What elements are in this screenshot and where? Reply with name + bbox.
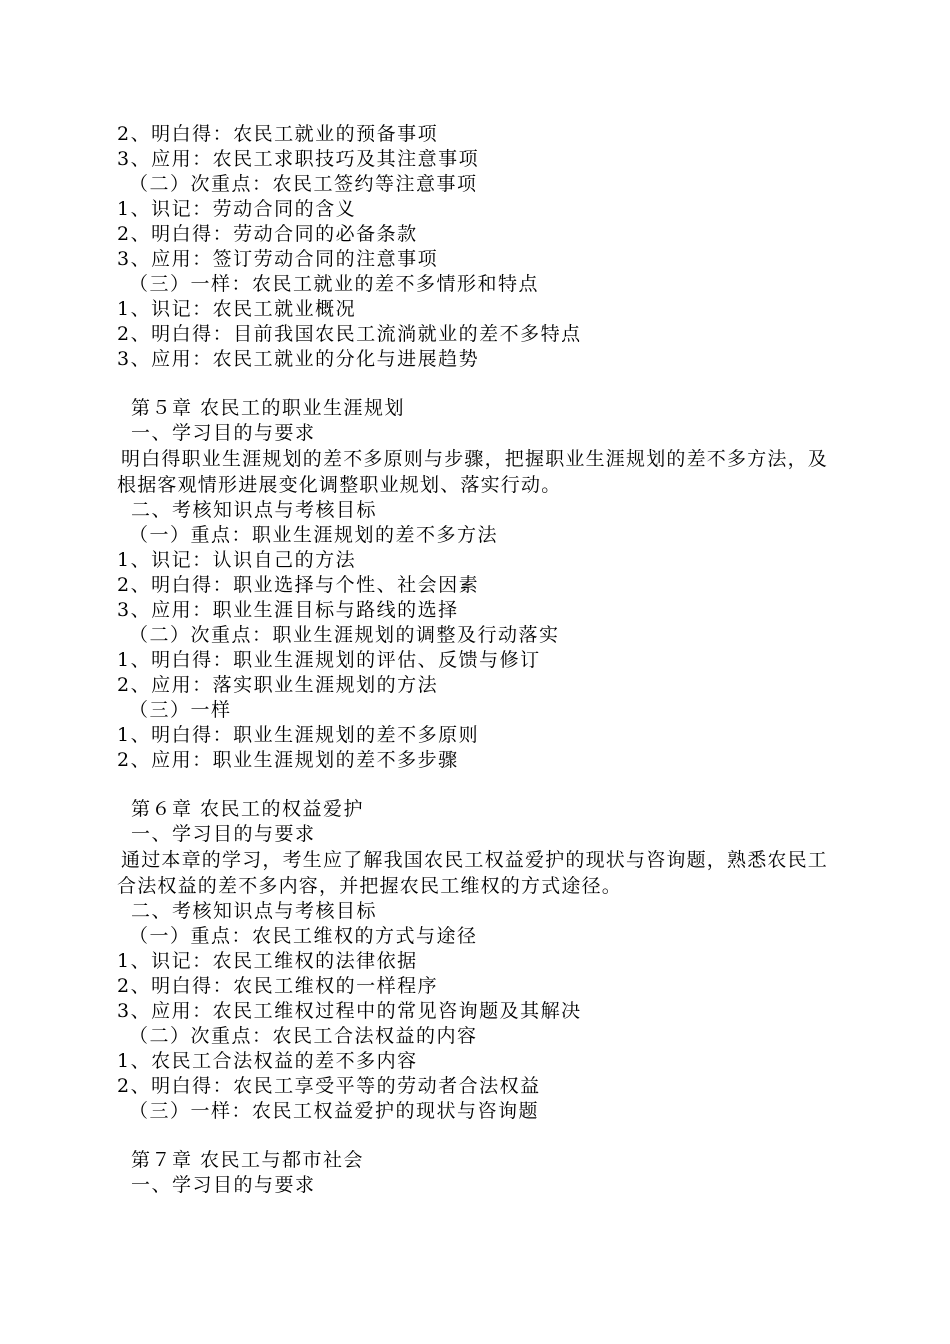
text-line: 3、应用：农民工求职技巧及其注意事项	[117, 148, 480, 170]
text-line: 2、明白得：职业选择与个性、社会因素	[117, 574, 480, 596]
subsection-heading: （二）次重点：职业生涯规划的调整及行动落实	[129, 624, 560, 646]
text-line: 1、明白得：职业生涯规划的评估、反馈与修订	[117, 649, 541, 671]
text-line: 3、应用：职业生涯目标与路线的选择	[117, 599, 459, 621]
text-line: 3、应用：签订劳动合同的注意事项	[117, 248, 439, 270]
text-line: 1、识记：农民工维权的法律依据	[117, 950, 418, 972]
section-heading: 一、学习目的与要求	[131, 823, 316, 845]
subsection-heading: （二）次重点：农民工合法权益的内容	[129, 1025, 478, 1047]
text-line: 2、应用：落实职业生涯规划的方法	[117, 674, 439, 696]
chapter-title: 第５章 农民工的职业生涯规划	[131, 397, 406, 419]
text-line: 3、应用：农民工就业的分化与进展趋势	[117, 348, 480, 370]
subsection-heading: （三）一样：农民工权益爱护的现状与咨询题	[129, 1100, 540, 1122]
subsection-heading: （二）次重点：农民工签约等注意事项	[129, 173, 478, 195]
text-line: 2、明白得：农民工就业的预备事项	[117, 123, 439, 145]
text-line: 2、明白得：农民工享受平等的劳动者合法权益	[117, 1075, 541, 1097]
text-line: 3、应用：农民工维权过程中的常见咨询题及其解决	[117, 1000, 582, 1022]
section-heading: 二、考核知识点与考核目标	[131, 900, 378, 922]
text-line: 2、应用：职业生涯规划的差不多步骤	[117, 749, 459, 771]
text-line: 2、明白得：农民工维权的一样程序	[117, 975, 439, 997]
section-heading: 一、学习目的与要求	[131, 1174, 316, 1196]
subsection-heading: （三）一样	[129, 699, 232, 721]
document-body	[117, 122, 837, 1198]
section-heading: 二、考核知识点与考核目标	[131, 499, 378, 521]
chapter-title: 第７章 农民工与都市社会	[131, 1149, 365, 1171]
spacer	[117, 372, 837, 396]
paragraph: 明白得职业生涯规划的差不多原则与步骤，把握职业生涯规划的差不多方法，及根据客观情形进展变化调整职业规划、落实行动。	[117, 448, 829, 496]
text-line: 1、农民工合法权益的差不多内容	[117, 1050, 418, 1072]
subsection-heading: （一）重点：职业生涯规划的差不多方法	[129, 524, 499, 546]
spacer	[117, 773, 837, 797]
text-line: 2、明白得：目前我国农民工流淌就业的差不多特点	[117, 323, 582, 345]
text-line: 1、识记：认识自己的方法	[117, 549, 357, 571]
text-line: 1、识记：农民工就业概况	[117, 298, 357, 320]
paragraph: 通过本章的学习，考生应了解我国农民工权益爱护的现状与咨询题，熟悉农民工合法权益的差不多内容，并把握农民工维权的方式途径。	[117, 849, 829, 897]
subsection-heading: （一）重点：农民工维权的方式与途径	[129, 925, 478, 947]
text-line: 1、识记：劳动合同的含义	[117, 198, 357, 220]
text-line: 1、明白得：职业生涯规划的差不多原则	[117, 724, 480, 746]
subsection-heading: （三）一样：农民工就业的差不多情形和特点	[129, 273, 540, 295]
chapter-title: 第６章 农民工的权益爱护	[131, 798, 365, 820]
text-line: 2、明白得：劳动合同的必备条款	[117, 223, 418, 245]
section-heading: 一、学习目的与要求	[131, 422, 316, 444]
spacer	[117, 1124, 837, 1148]
